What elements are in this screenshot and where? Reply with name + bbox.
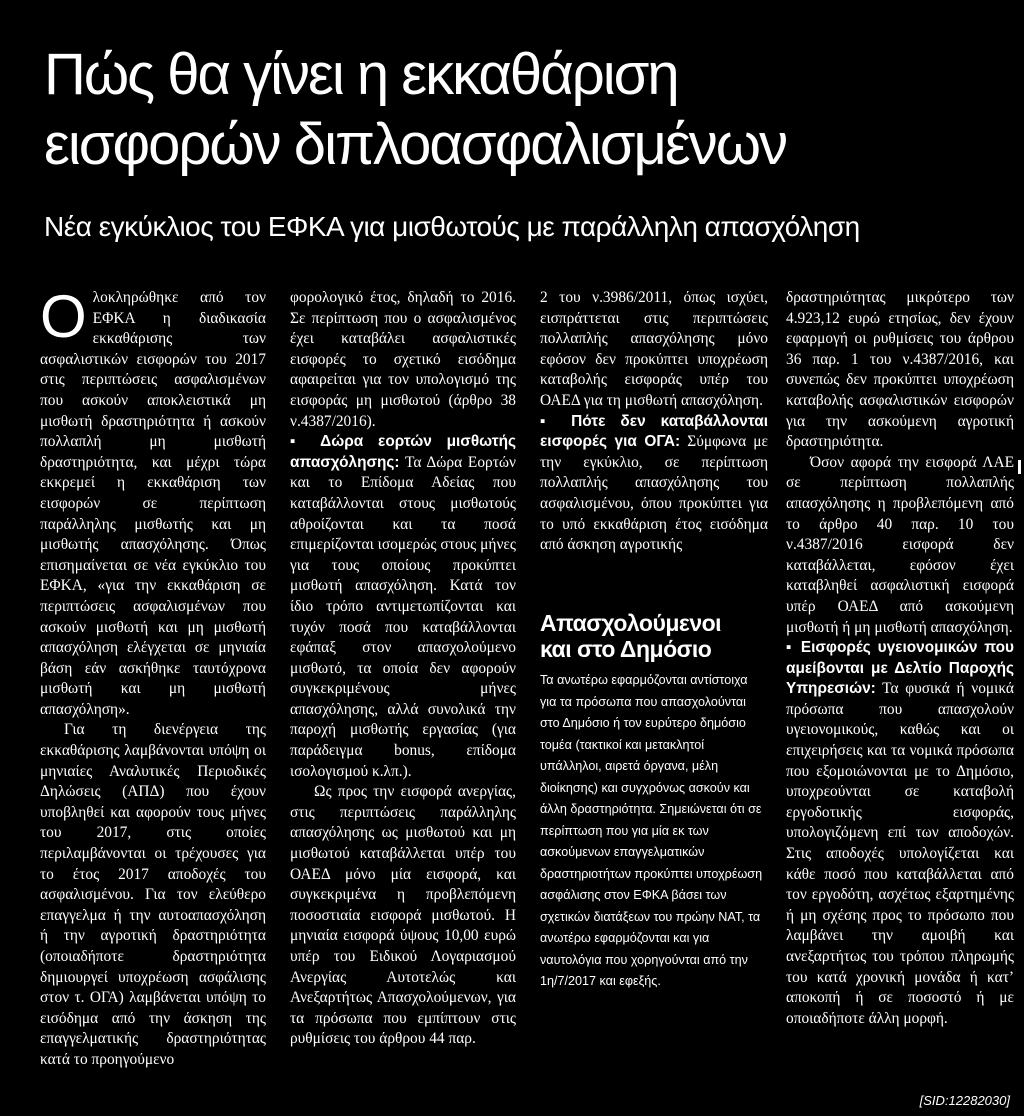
edge-mark	[1018, 460, 1021, 474]
paragraph-health-workers-text: Τα φυσικά ή νομικά πρόσωπα που απασχολούν υγειονομικούς, καθώς και οι επιχειρήσεις και τα νομικά πρόσωπα που εξομοιώνονται με το Δημόσιο, υποχρεούνται σε καταβολή εργοδοτικής εισφοράς, υπολογιζόμενη επί των αποδοχών. Στις αποδοχές υπολογίζεται και κάθε ποσό που καταβάλλεται από τον εργοδότη, ασχέτως εξαρτημένης ή μη σχέσης προς το πρόσωπο που λαμβάνει την αμοιβή και ανεξαρτήτως του τρόπου πληρωμής του κατά χρονική μονάδα ή κατ’ αποκοπή ή σε ποσοστό ή με οποιαδήποτε άλλη μορφή.	[786, 680, 1014, 1027]
paragraph-holiday-bonus-text: Τα Δώρα Εορτών και το Επίδομα Αδείας που καταβάλλονται στους μισθωτούς αθροίζονται και τα ποσά επιμερίζονται ισομερώς στους μήνες για τους οποίους προκύπτει μισθωτή απασχόληση. Κατά τον ίδιο τρόπο αντιμετωπίζονται και τυχόν ποσά που καταβάλλονται εφάπαξ στον απασχολούμενο μισθωτό, τα οποία δεν αφορούν συγκεκριμένους μήνες απασχόλησης, αλλά συνολικά την παροχή μισθωτής εργασίας (για παράδειγμα bonus, επίδομα ισολογισμού κ.λπ.).	[290, 453, 516, 780]
paragraph-oga-text: Σύμφωνα με την εγκύκλιο, σε περίπτωση πολλαπλής απασχόλησης του ασφαλισμένου, όπου προκύπτει για το υπό εκκαθάριση έτος εισόδημα από άσκηση αγροτικής	[540, 433, 768, 554]
sidebar-title-line2: και στο Δημόσιο	[540, 636, 712, 662]
paragraph-oga	[540, 412, 768, 556]
sidebar-title-line1: Απασχολούμενοι	[540, 610, 722, 636]
headline-line1: Πώς θα γίνει η εκκαθάριση	[44, 42, 678, 107]
paragraph-intro-text: λοκληρώθηκε από τον ΕΦΚΑ η διαδικασία εκκαθάρισης των ασφαλιστικών εισφορών του 2017 στις περιπτώσεις ασφαλισμένων που ασκούν αποκλειστικά μη μισθωτή δραστηριότητα ή ασκούν πολλαπλή μη μισθωτή δραστηριότητα, και μέχρι τώρα εκκρεμεί η εκκαθάριση των εισφορών σε περίπτωση παράλληλης μισθωτής και μη μισθωτής απασχόλησης. Όπως επισημαίνεται σε νέα εγκύκλιο του ΕΦΚΑ, «για την εκκαθάριση σε περιπτώσεις ασφαλισμένων που ασκούν μισθωτή και μη μισθωτή απασχόληση ελέγχεται σε μηνιαία βάση εάν ασκήθηκε ταυτόχρονα μισθωτή και μη μισθωτή απασχόληση».	[40, 289, 266, 718]
sidebar-box	[532, 610, 764, 993]
paragraph-apd: Για τη διενέργεια της εκκαθάρισης λαμβάνονται υπόψη οι μηνιαίες Αναλυτικές Περιοδικές Δηλώσεις (ΑΠΔ) που έχουν υποβληθεί και αφορούν τους μήνες του 2017, στις οποίες περιλαμβάνονται οι τρέχουσες για το έτος 2017 αποδοχές του ασφαλισμένου. Για τον ελεύθερο επαγγελμα ή την αυτοαπασχόληση ή την αγροτική δραστηριότητα (οποιαδήποτε δραστηριότητα δημιουργεί υποχρέωση ασφάλισης στον τ. ΟΓΑ) λαμβάνεται υπόψη το εισόδημα από την άσκηση της επαγγελματικής δραστηριότητας κατά το προηγούμενο	[40, 721, 266, 1068]
paragraph-lae: Όσον αφορά την εισφορά ΛΑΕ σε περίπτωση πολλαπλής απασχόλησης η προβλεπόμενη από το άρθρο 40 παρ. 10 του ν.4387/2016 εισφορά δεν καταβάλλεται, εφόσον έχει καταβληθεί ασφαλιστική εισφορά υπέρ ΟΑΕΔ από ασκούμενη μισθωτή ή μη μισθωτή απασχόληση.	[786, 453, 1014, 636]
paragraph-fiscal-year: φορολογικό έτος, δηλαδή το 2016. Σε περίπτωση που ο ασφαλισμένος έχει καταβάλει ασφαλιστικές εισφορές το σχετικό εισόδημα αφαιρείται για τον υπολογισμό της εισφοράς μη μισθωτού (άρθρο 38 ν.4387/2016).	[290, 289, 516, 430]
article-column-2	[290, 288, 516, 1050]
paragraph-agricultural: δραστηριότητας μικρότερο των 4.923,12 ευρώ ετησίως, δεν έχουν εφαρμογή οι ρυθμίσεις του άρθρου 36 παρ. 1 του ν.4387/2016, και συνεπώς δεν προκύπτει υποχρέωση καταβολής ασφαλιστικών εισφορών για την ασκούμενη αγροτική δραστηριότητα.	[786, 289, 1014, 451]
source-id: [SID:12282030]	[919, 1093, 1010, 1108]
article-column-4	[786, 288, 1014, 1029]
article-column-1	[40, 283, 266, 1071]
bullet-heading-health-workers: ▪ Εισφορές υγειονομικών που αμείβονται με Δελτίο Παροχής Υπηρεσιών:	[786, 639, 1014, 698]
drop-cap: Ο	[40, 283, 87, 350]
headline-line2: εισφορών διπλοασφαλισμένων	[44, 112, 787, 177]
paragraph-unemployment: Ως προς την εισφορά ανεργίας, στις περιπτώσεις παράλληλης απασχόλησης ως μισθωτού και μη μισθωτού καταβάλλεται υπέρ του ΟΑΕΔ μόνο μία εισφορά, και συγκεκριμένα η προβλεπόμενη ποσοστιαία εισφορά μισθωτού. Η μηνιαία εισφορά ύψους 10,00 ευρώ υπέρ του Ειδικού Λογαριασμού Ανεργίας Αυτοτελώς και Ανεξαρτήτως Απασχολούμενων, για τα πρόσωπα που εμπίπτουν στις ρυθμίσεις του άρθρου 44 παρ.	[290, 783, 516, 1048]
paragraph-holiday-bonus	[290, 432, 516, 782]
sidebar-body: Τα ανωτέρω εφαρμόζονται αντίστοιχα για τα πρόσωπα που απασχολούνται στο Δημόσιο ή τον ευρύτερο δημόσιο τομέα (τακτικοί και μετακλητοί υπάλληλοι, αιρετά όργανα, μέλη διοίκησης) και συγχρόνως ασκούν και άλλη δραστηριότητα. Σημειώνεται ότι σε περίπτωση που για μία εκ των ασκούμενων επαγγελματικών δραστηριοτήτων προκύπτει υποχρέωση ασφάλισης στον ΕΦΚΑ βάσει των σχετικών διατάξεων του πρώην ΝΑΤ, τα ανωτέρω εφαρμόζονται και για ναυτολόγια που χορηγούνται από την 1η/7/2017 και εφεξής.	[540, 673, 763, 988]
paragraph-health-workers	[786, 638, 1014, 1029]
bullet-heading-oga: ▪ Πότε δεν καταβάλλονται εισφορές για ΟΓΑ:	[540, 412, 768, 451]
bullet-heading-holiday-bonus: ▪ Δώρα εορτών μισθωτής απασχόλησης:	[290, 433, 516, 471]
subheadline: Νέα εγκύκλιος του ΕΦΚΑ για μισθωτούς με παράλληλη απασχόληση	[44, 211, 860, 242]
paragraph-intro	[40, 283, 266, 720]
sidebar-title	[540, 610, 764, 662]
paragraph-oaed: 2 του ν.3986/2011, όπως ισχύει, εισπράττεται στις περιπτώσεις πολλαπλής απασχόλησης μόνο εφόσον δεν προκύπτει υποχρέωση καταβολής εισφοράς υπέρ του ΟΑΕΔ για τη μισθωτή απασχόληση.	[540, 289, 768, 409]
article-column-3	[540, 288, 768, 556]
headline	[44, 40, 1014, 180]
